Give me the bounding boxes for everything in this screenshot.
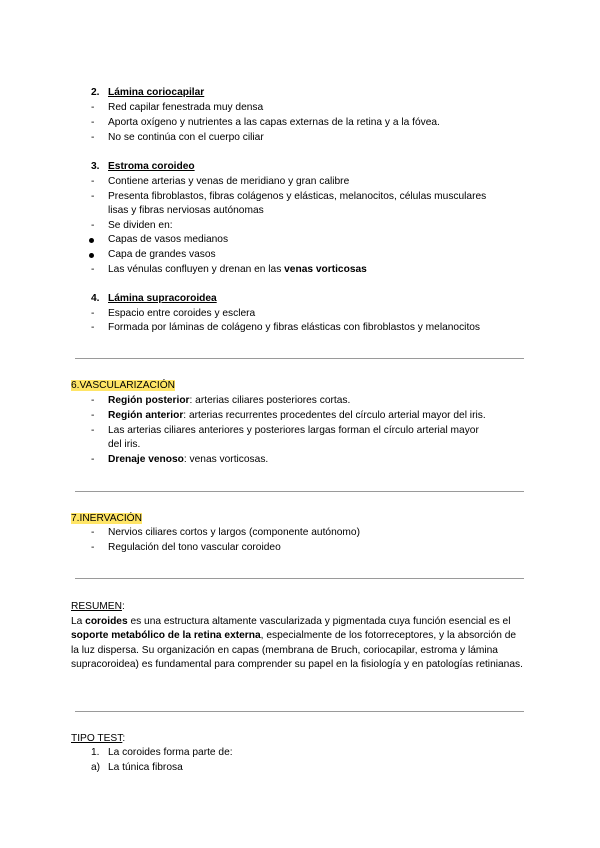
list-item-text: : arterias ciliares posteriores cortas.: [189, 395, 351, 406]
horizontal-rule: [75, 711, 524, 712]
option-letter: a): [91, 762, 101, 773]
list-item-text: : venas vorticosas.: [183, 454, 269, 465]
bullet-dash: -: [91, 454, 95, 465]
list-item-bold: Drenaje venoso: [108, 454, 184, 465]
list-item-bold: venas vorticosas: [284, 264, 367, 275]
bullet-dash: -: [91, 308, 95, 319]
bullet-dash: -: [91, 542, 95, 553]
resumen-text: , especialmente de los fotorreceptores, y la absorción de la luz dispersa. Su organización en capas (membrana de Bruch, coriocapilar, estroma y lámina supracoroidea) es fundamental para comprender su papel en la fisiología y en patologías retinianas.: [71, 630, 523, 671]
resumen-text: es una estructura altamente vascularizada y pigmentada cuya función esencial es el: [127, 616, 514, 627]
bullet-dash: -: [91, 117, 95, 128]
bullet-dot-icon: [89, 238, 94, 243]
bullet-dash: -: [91, 132, 95, 143]
bullet-dash: -: [91, 395, 95, 406]
resumen-title-text: RESUMEN: [71, 601, 122, 612]
resumen-title: [71, 601, 125, 612]
section-heading: Estroma coroideo: [108, 161, 195, 172]
list-item: [108, 264, 367, 275]
list-item: Se dividen en:: [108, 220, 173, 231]
bullet-dash: -: [91, 102, 95, 113]
bullet-dot-icon: [89, 253, 94, 258]
list-item-continuation: del iris.: [108, 439, 141, 450]
section-number: 3.: [91, 161, 100, 172]
list-item: Aporta oxígeno y nutrientes a las capas externas de la retina y a la fóvea.: [108, 117, 440, 128]
resumen-paragraph: [71, 615, 526, 673]
tipo-test-title: [71, 733, 125, 744]
horizontal-rule: [75, 491, 524, 492]
list-item: [108, 410, 486, 421]
list-item-continuation: lisas y fibras nerviosas autónomas: [108, 205, 264, 216]
bullet-dash: -: [91, 191, 95, 202]
resumen-bold: coroides: [85, 616, 128, 627]
tipo-test-title-text: TIPO TEST: [71, 733, 123, 744]
list-item: [108, 454, 268, 465]
question-number: 1.: [91, 747, 100, 758]
question-text: La coroides forma parte de:: [108, 747, 233, 758]
section-heading-highlighted: 7.INERVACIÓN: [71, 513, 142, 524]
bullet-dash: -: [91, 176, 95, 187]
list-item: No se continúa con el cuerpo ciliar: [108, 132, 264, 143]
resumen-title-colon: :: [121, 601, 125, 612]
list-item: [108, 395, 350, 406]
section-number: 2.: [91, 87, 100, 98]
section-heading-highlighted: 6.VASCULARIZACIÓN: [71, 380, 175, 391]
bullet-dash: -: [91, 220, 95, 231]
section-heading: Lámina supracoroidea: [108, 293, 217, 304]
list-item: Contiene arterias y venas de meridiano y gran calibre: [108, 176, 350, 187]
bullet-dash: -: [91, 264, 95, 275]
list-item: Regulación del tono vascular coroideo: [108, 542, 281, 553]
list-item-bold: Región anterior: [108, 410, 184, 421]
list-item: Formada por láminas de colágeno y fibras elásticas con fibroblastos y melanocitos: [108, 322, 481, 333]
list-item-bold: Región posterior: [108, 395, 190, 406]
option-text: La túnica fibrosa: [108, 762, 183, 773]
list-item: Las arterias ciliares anteriores y posteriores largas forman el círculo arterial mayor: [108, 425, 479, 436]
list-item: Presenta fibroblastos, fibras colágenos y elásticas, melanocitos, células musculares: [108, 191, 487, 202]
section-number: 4.: [91, 293, 100, 304]
horizontal-rule: [75, 578, 524, 579]
bullet-dash: -: [91, 425, 95, 436]
bullet-dash: -: [91, 410, 95, 421]
resumen-text: La: [71, 616, 86, 627]
list-item: Nervios ciliares cortos y largos (componente autónomo): [108, 527, 360, 538]
bullet-dash: -: [91, 322, 95, 333]
list-item: Capa de grandes vasos: [108, 249, 216, 260]
tipo-test-title-colon: :: [122, 733, 126, 744]
horizontal-rule: [75, 358, 524, 359]
bullet-dash: -: [91, 527, 95, 538]
list-item-text: : arterias recurrentes procedentes del círculo arterial mayor del iris.: [183, 410, 486, 421]
section-heading: Lámina coriocapilar: [108, 87, 205, 98]
resumen-bold: soporte metabólico de la retina externa: [71, 630, 261, 642]
list-item-text: Las vénulas confluyen y drenan en las: [108, 264, 285, 275]
list-item: Red capilar fenestrada muy densa: [108, 102, 264, 113]
list-item: Capas de vasos medianos: [108, 234, 229, 245]
list-item: Espacio entre coroides y esclera: [108, 308, 256, 319]
